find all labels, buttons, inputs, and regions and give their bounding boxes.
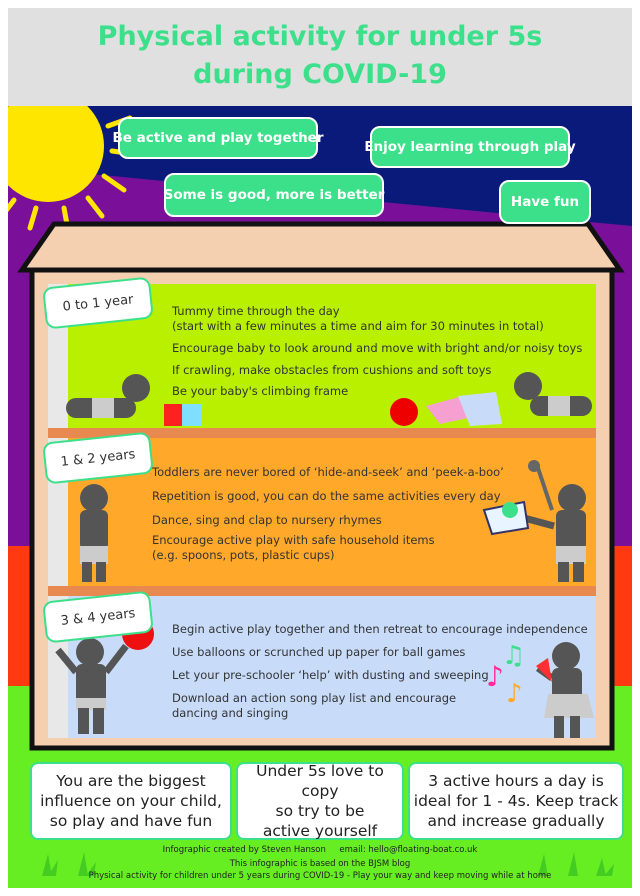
age-label-3-4: 3 & 4 years	[42, 590, 154, 643]
tip-text: Use balloons or scrunched up paper for ball games	[172, 645, 466, 659]
svg-text:♪: ♪	[506, 679, 523, 709]
tip-text: Begin active play together and then retreat to encourage independence	[172, 622, 588, 636]
tip-text: Download an action song play list and encourage	[172, 691, 457, 705]
age-label-1-2: 1 & 2 years	[42, 431, 154, 484]
toy-block-icon	[182, 404, 202, 426]
tip-text: Toddlers are never bored of ‘hide-and-seek’ and ‘peek-a-boo’	[152, 465, 504, 479]
svg-text:♪: ♪	[486, 660, 504, 693]
footer-blog-title: Physical activity for children under 5 years during COVID-19 - Play your way and keep moving while at home	[88, 871, 552, 881]
message-box-influence: You are the biggest influence on your child, so play and have fun	[30, 762, 232, 840]
house-roof	[22, 224, 620, 270]
tip-text: (start with a few minutes a time and aim for 30 minutes in total)	[172, 319, 544, 333]
pill-some-is-good: Some is good, more is better	[164, 173, 384, 217]
tip-text: (e.g. spoons, pots, plastic cups)	[152, 548, 335, 562]
tip-text: Encourage baby to look around and move with bright and/or noisy toys	[172, 341, 583, 355]
tip-text: Tummy time through the day	[172, 304, 340, 318]
pill-enjoy-learning: Enjoy learning through play	[370, 126, 570, 168]
ball-icon	[390, 398, 418, 426]
svg-text:♫: ♫	[502, 641, 526, 671]
footer-source: This infographic is based on the BJSM blog	[229, 859, 411, 869]
tip-text: Repetition is good, you can do the same activities every day	[152, 489, 501, 503]
toy-block-icon	[164, 404, 184, 426]
message-box-active-hours: 3 active hours a day is ideal for 1 - 4s. Keep track and increase gradually	[408, 762, 624, 840]
pill-be-active: Be active and play together	[118, 117, 318, 159]
title-line-2: during COVID-19	[193, 59, 447, 90]
footer-credit	[8, 845, 632, 855]
tip-text: Be your baby's climbing frame	[172, 384, 349, 398]
footer-email: email: hello@floating-boat.co.uk	[339, 845, 478, 855]
message-box-copy: Under 5s love to copy so try to be active yourself	[236, 762, 404, 840]
tip-text: dancing and singing	[172, 706, 289, 720]
tip-text: If crawling, make obstacles from cushions and soft toys	[172, 363, 492, 377]
tip-text: Let your pre-schooler ‘help’ with dusting and sweeping	[172, 668, 489, 682]
age-label-0-1: 0 to 1 year	[42, 276, 154, 329]
title-line-1: Physical activity for under 5s	[97, 21, 543, 52]
pill-have-fun: Have fun	[499, 180, 591, 224]
footer-author: Infographic created by Steven Hanson	[162, 845, 326, 855]
tip-text: Dance, sing and clap to nursery rhymes	[152, 513, 382, 527]
tip-text: Encourage active play with safe household items	[152, 533, 435, 547]
page-title	[8, 18, 632, 94]
